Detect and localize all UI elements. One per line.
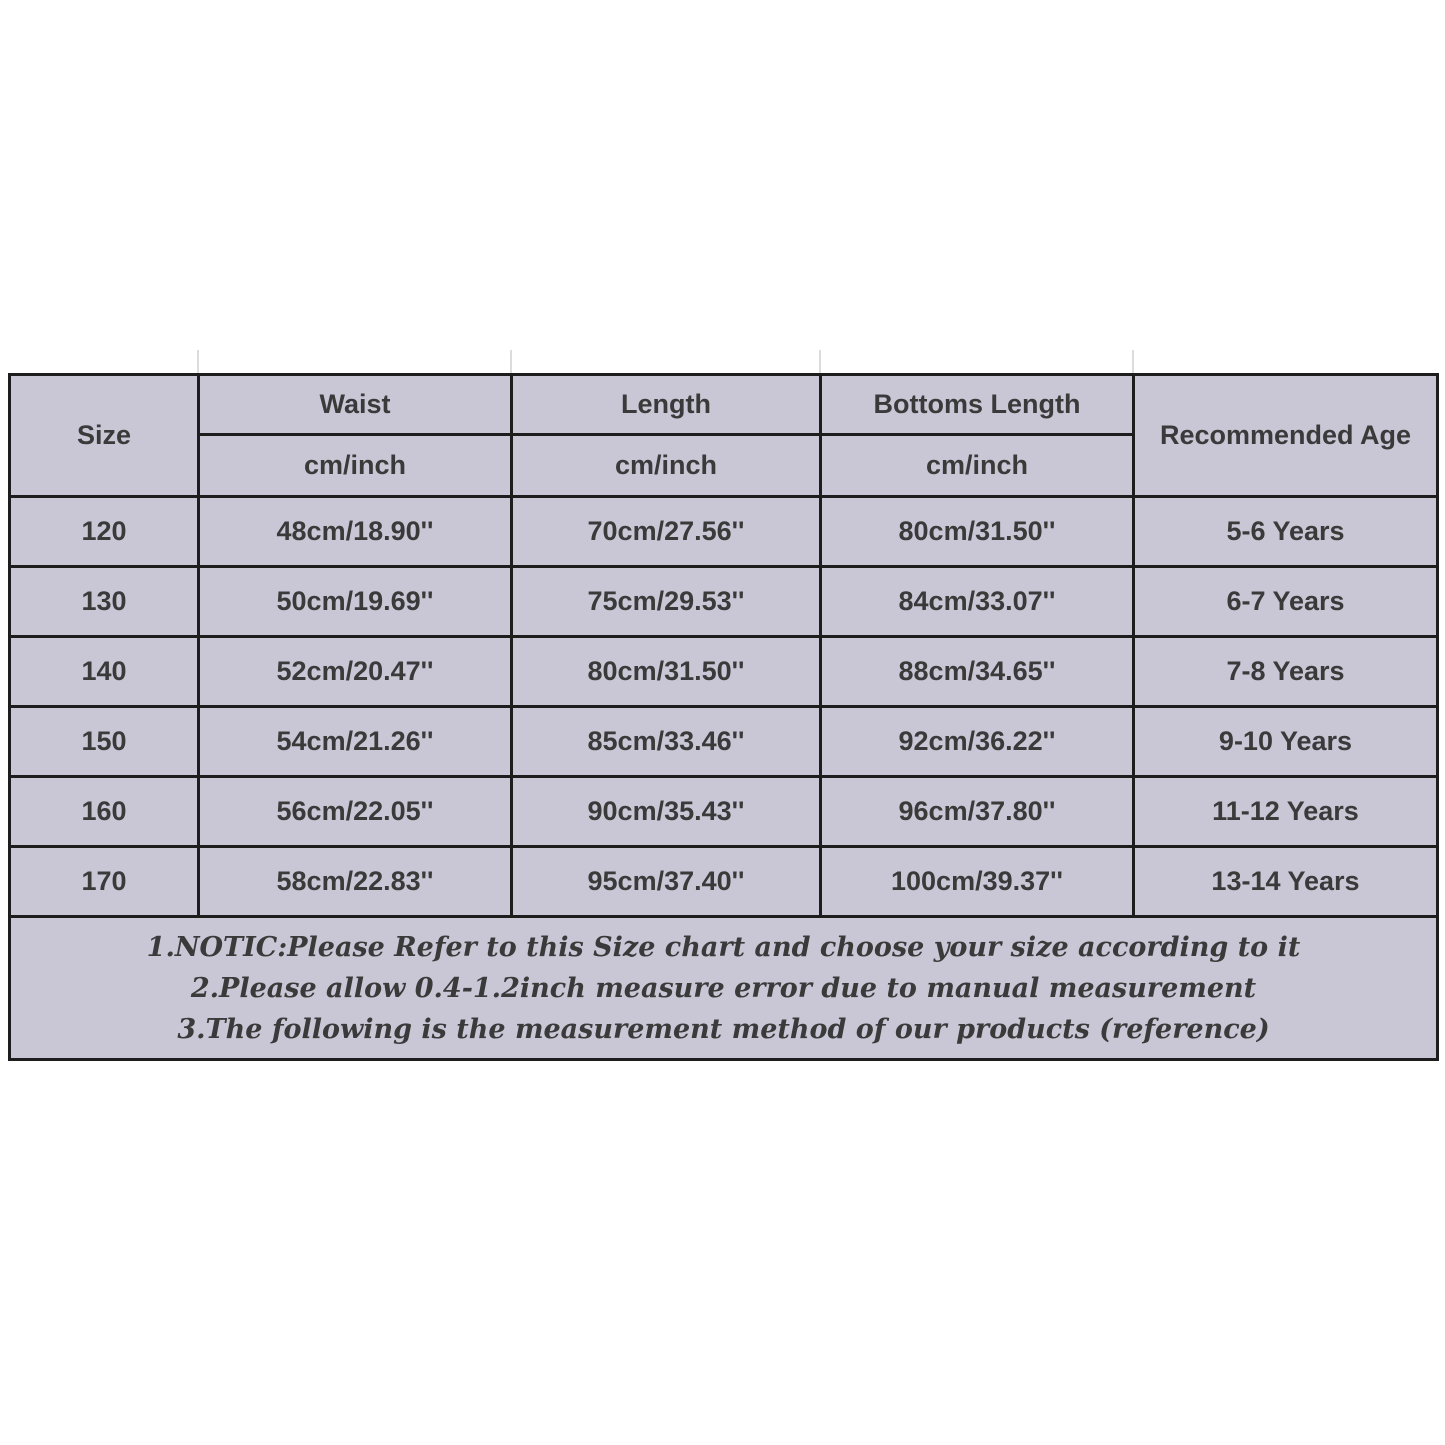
cell-length: 90cm/35.43'' <box>512 777 821 847</box>
cell-size: 170 <box>10 847 199 917</box>
cell-waist: 58cm/22.83'' <box>199 847 512 917</box>
cell-size: 120 <box>10 497 199 567</box>
cell-age: 11-12 Years <box>1134 777 1438 847</box>
cell-age: 9-10 Years <box>1134 707 1438 777</box>
cell-bottoms-length: 80cm/31.50'' <box>821 497 1134 567</box>
cell-age: 5-6 Years <box>1134 497 1438 567</box>
cell-bottoms-length: 96cm/37.80'' <box>821 777 1134 847</box>
cell-bottoms-length: 100cm/39.37'' <box>821 847 1134 917</box>
waist-column-header: Waist <box>199 375 512 435</box>
gridline-artifact <box>510 350 512 373</box>
length-unit-header: cm/inch <box>512 435 821 497</box>
cell-size: 140 <box>10 637 199 707</box>
cell-length: 80cm/31.50'' <box>512 637 821 707</box>
note-line-1: 1.NOTIC:Please Refer to this Size chart and choose your size according to it <box>146 931 1301 963</box>
gridline-artifact <box>197 350 199 373</box>
cell-bottoms-length: 92cm/36.22'' <box>821 707 1134 777</box>
table-row-140 <box>10 637 1438 707</box>
cell-waist: 50cm/19.69'' <box>199 567 512 637</box>
cell-waist: 54cm/21.26'' <box>199 707 512 777</box>
recommended-age-column-header: Recommended Age <box>1134 375 1438 497</box>
cell-size: 130 <box>10 567 199 637</box>
gridline-artifact <box>819 350 821 373</box>
cell-length: 85cm/33.46'' <box>512 707 821 777</box>
cell-length: 95cm/37.40'' <box>512 847 821 917</box>
table-row-160 <box>10 777 1438 847</box>
header-row-main <box>10 375 1438 435</box>
waist-unit-header: cm/inch <box>199 435 512 497</box>
cell-size: 160 <box>10 777 199 847</box>
table-row-120 <box>10 497 1438 567</box>
bottoms-length-unit-header: cm/inch <box>821 435 1134 497</box>
table-row-130 <box>10 567 1438 637</box>
cell-bottoms-length: 88cm/34.65'' <box>821 637 1134 707</box>
table-row-150 <box>10 707 1438 777</box>
cell-age: 13-14 Years <box>1134 847 1438 917</box>
cell-waist: 56cm/22.05'' <box>199 777 512 847</box>
cell-waist: 52cm/20.47'' <box>199 637 512 707</box>
length-column-header: Length <box>512 375 821 435</box>
cell-waist: 48cm/18.90'' <box>199 497 512 567</box>
cell-length: 70cm/27.56'' <box>512 497 821 567</box>
gridline-artifact <box>1132 350 1134 373</box>
notes-row <box>10 917 1438 1060</box>
cell-age: 6-7 Years <box>1134 567 1438 637</box>
cell-age: 7-8 Years <box>1134 637 1438 707</box>
note-line-3: 3.The following is the measurement method of our products (reference) <box>177 1013 1270 1045</box>
note-line-2: 2.Please allow 0.4-1.2inch measure error due to manual measurement <box>190 972 1257 1004</box>
bottoms-length-column-header: Bottoms Length <box>821 375 1134 435</box>
cell-length: 75cm/29.53'' <box>512 567 821 637</box>
table-row-170 <box>10 847 1438 917</box>
size-chart-table <box>8 373 1439 1061</box>
cell-bottoms-length: 84cm/33.07'' <box>821 567 1134 637</box>
cell-size: 150 <box>10 707 199 777</box>
size-column-header: Size <box>10 375 199 497</box>
notes-cell <box>10 917 1438 1060</box>
